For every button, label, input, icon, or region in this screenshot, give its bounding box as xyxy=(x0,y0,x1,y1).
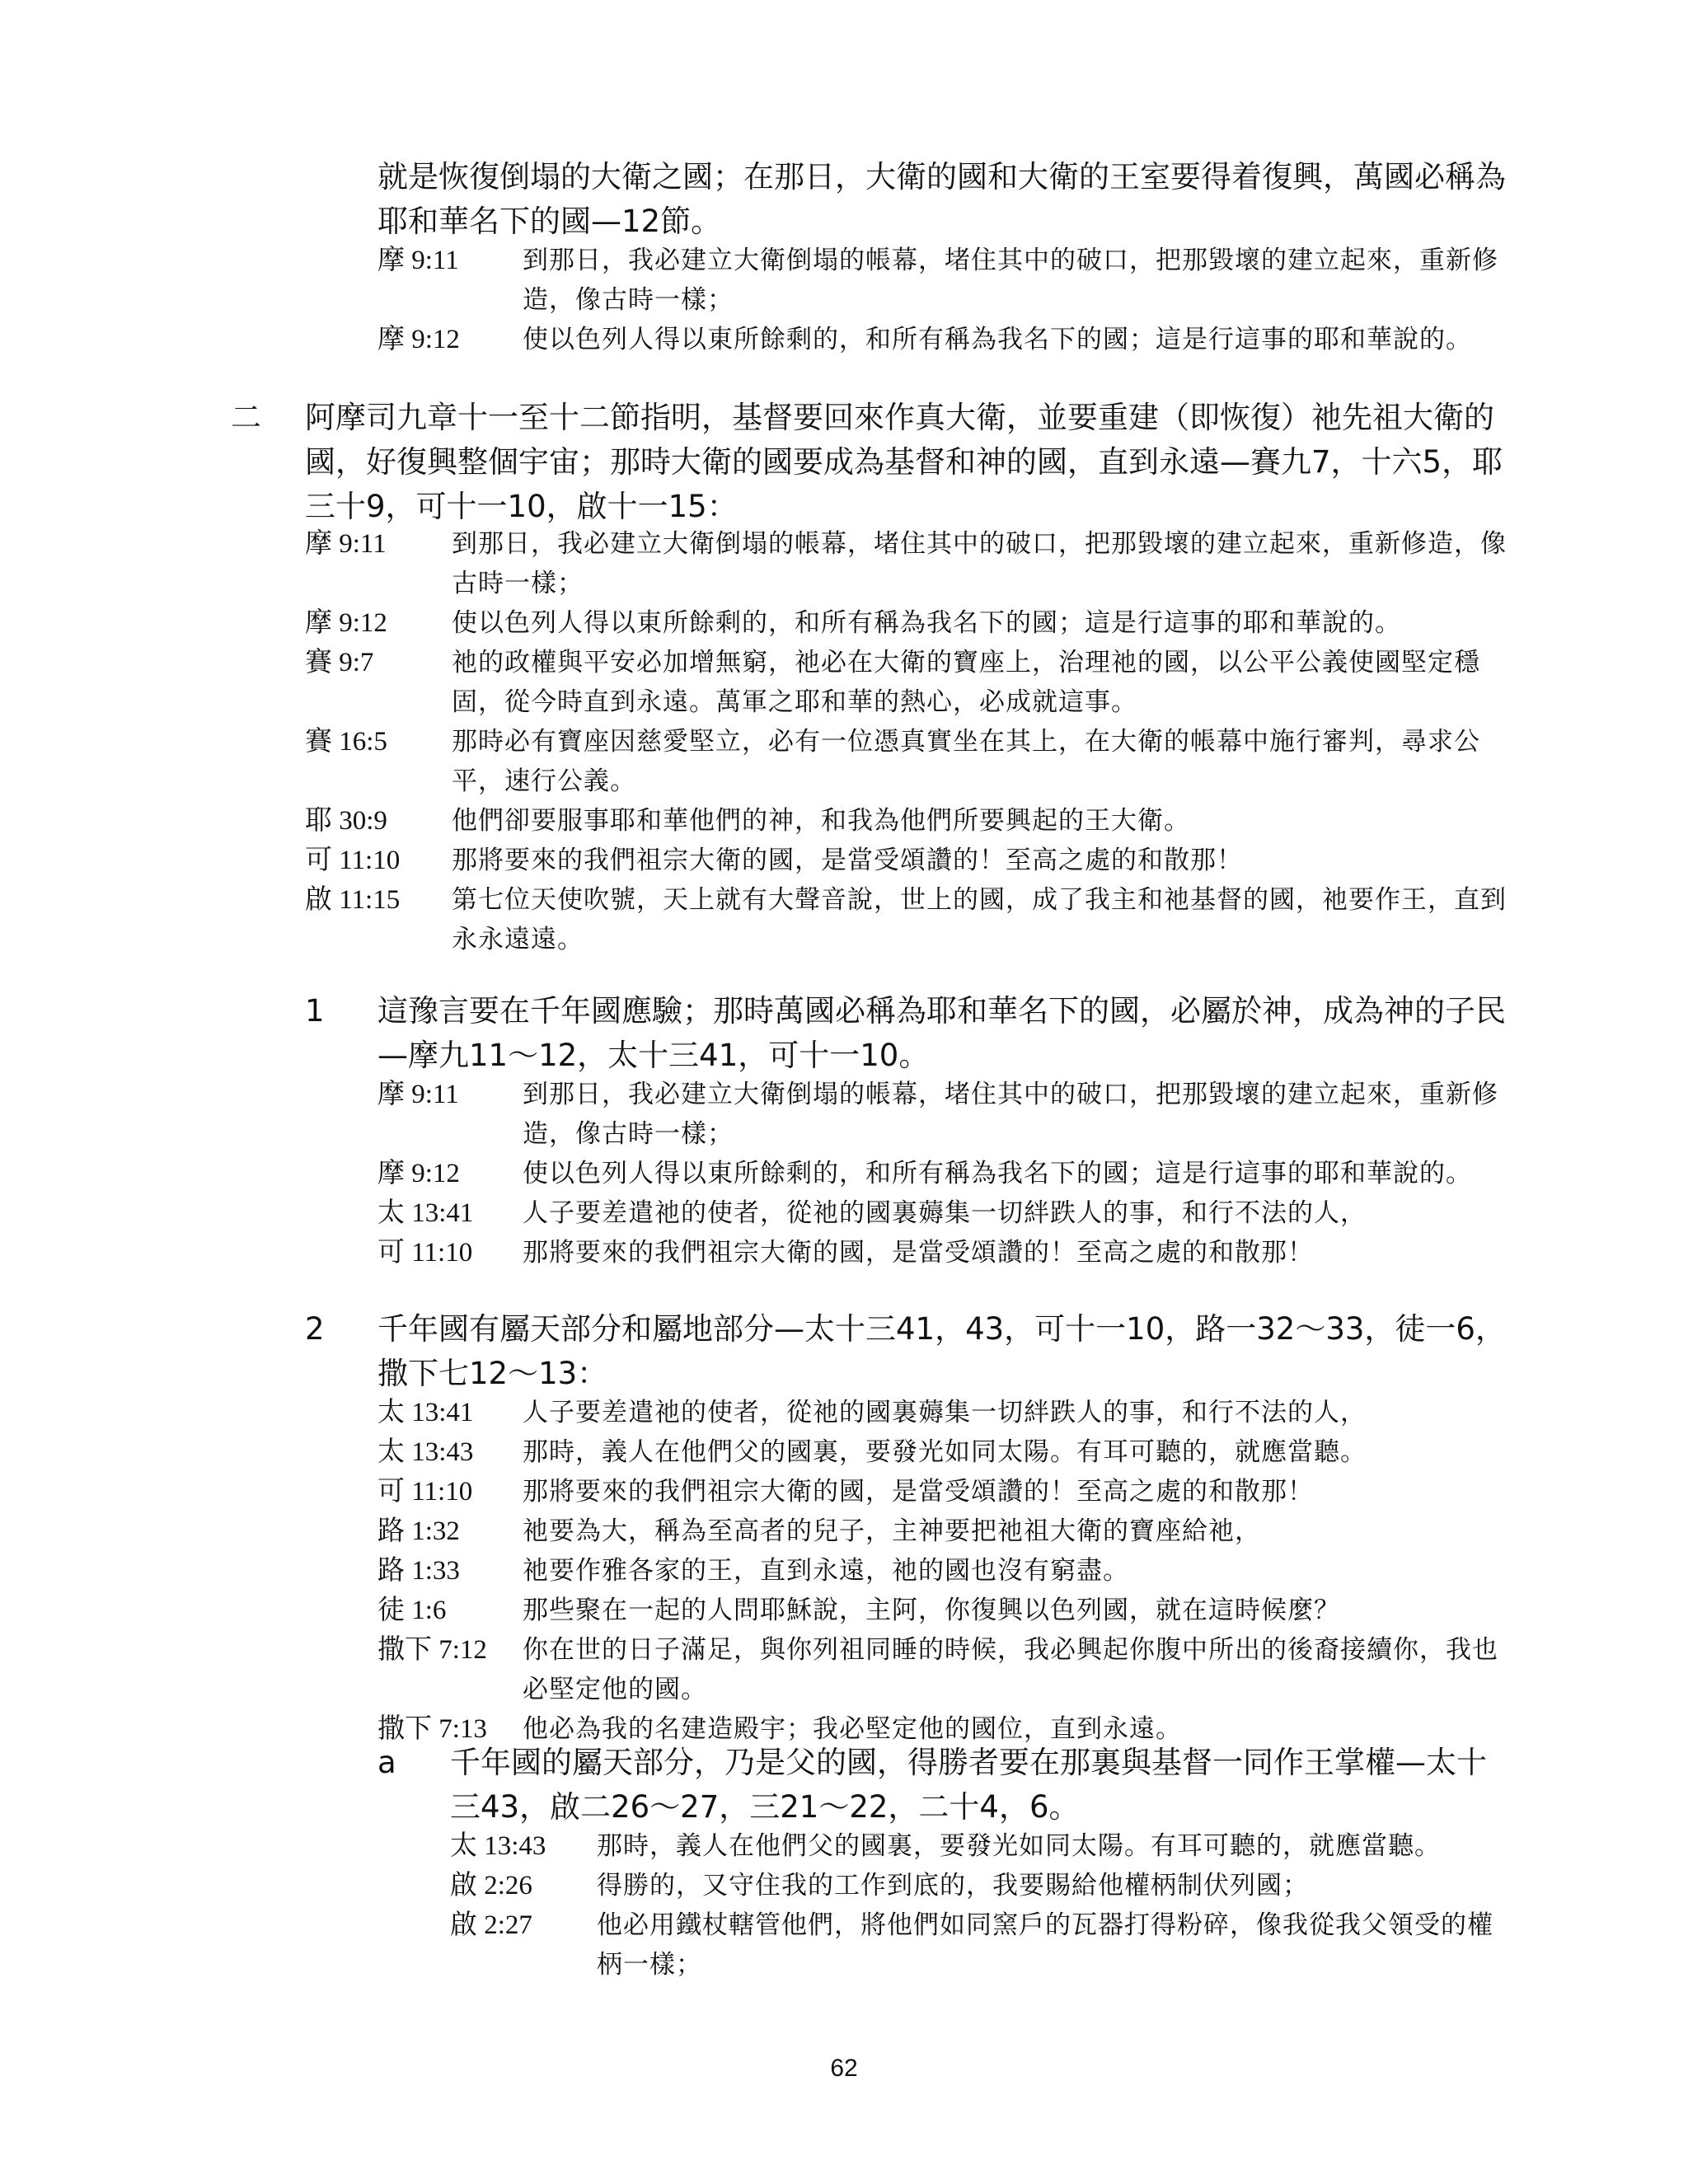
outline-marker: 2 xyxy=(305,1311,325,1347)
verse-item xyxy=(377,1472,1508,1511)
subA-verses xyxy=(450,1826,1508,1985)
verse-item xyxy=(377,1432,1508,1472)
verse-text: 那將要來的我們祖宗大衛的國，是當受頌讚的！至高之處的和散那！ xyxy=(523,1238,1314,1268)
outline-marker: a xyxy=(377,1745,396,1780)
verse-item xyxy=(377,1511,1508,1551)
verse-text: 到那日，我必建立大衛倒塌的帳幕，堵住其中的破口，把那毀壞的建立起來，重新修造，像古時一樣； xyxy=(452,529,1507,598)
verse-item xyxy=(305,603,1508,643)
verse-reference: 摩 9:11 xyxy=(305,529,387,559)
verse-reference: 摩 9:11 xyxy=(377,1080,459,1109)
verse-item xyxy=(305,643,1508,722)
verse-text: 第七位天使吹號，天上就有大聲音說，世上的國，成了我主和祂基督的國，祂要作王，直到永永遠遠。 xyxy=(452,885,1507,954)
verse-reference: 撒下 7:12 xyxy=(377,1635,487,1665)
verse-item xyxy=(305,841,1508,880)
verse-text: 那時，義人在他們父的國裏，要發光如同太陽。有耳可聽的，就應當聽。 xyxy=(597,1831,1441,1861)
verse-item xyxy=(305,722,1508,801)
verse-text: 你在世的日子滿足，與你列祖同睡的時候，我必興起你腹中所出的後裔接續你，我也必堅定他的國。 xyxy=(523,1635,1498,1704)
verse-text: 得勝的，又守住我的工作到底的，我要賜給他權柄制伏列國； xyxy=(597,1871,1309,1900)
verse-item xyxy=(377,1551,1508,1591)
verse-item xyxy=(377,1233,1508,1272)
verse-reference: 可 11:10 xyxy=(377,1238,473,1268)
verse-text: 那時，義人在他們父的國裏，要發光如同太陽。有耳可聽的，就應當聽。 xyxy=(523,1437,1367,1467)
verse-item xyxy=(377,1630,1508,1709)
verse-reference: 啟 2:27 xyxy=(450,1910,532,1940)
verse-item xyxy=(377,320,1508,359)
verse-item xyxy=(377,1154,1508,1193)
verse-item xyxy=(377,1393,1508,1432)
verse-reference: 啟 2:26 xyxy=(450,1871,532,1900)
verse-item xyxy=(305,801,1508,841)
verse-text: 那些聚在一起的人問耶穌說，主阿，你復興以色列國，就在這時候麼？ xyxy=(523,1596,1340,1625)
outline-point-text: 千年國的屬天部分，乃是父的國，得勝者要在那裏與基督一同作王掌權—太十三43，啟二26～27，三21～22，二十4，6。 xyxy=(450,1745,1487,1825)
verse-reference: 太 13:41 xyxy=(377,1398,474,1427)
verse-item xyxy=(305,524,1508,603)
verse-text: 他必用鐵杖轄管他們，將他們如同窯戶的瓦器打得粉碎，像我從我父領受的權柄一樣； xyxy=(597,1910,1493,1980)
verse-reference: 太 13:43 xyxy=(450,1831,546,1861)
verse-text: 使以色列人得以東所餘剩的，和所有稱為我名下的國；這是行這事的耶和華說的。 xyxy=(523,325,1472,354)
verse-reference: 徒 1:6 xyxy=(377,1596,447,1625)
verse-text: 他必為我的名建造殿宇；我必堅定他的國位，直到永遠。 xyxy=(523,1714,1182,1744)
outline-marker: 二 xyxy=(231,400,261,435)
verse-reference: 路 1:33 xyxy=(377,1556,460,1586)
verse-reference: 賽 9:7 xyxy=(305,648,374,677)
verse-reference: 賽 16:5 xyxy=(305,727,387,757)
verse-reference: 耶 30:9 xyxy=(305,806,387,836)
verse-reference: 摩 9:12 xyxy=(305,608,387,638)
verse-text: 那時必有寶座因慈愛堅立，必有一位憑真實坐在其上，在大衛的帳幕中施行審判，尋求公平，速行公義。 xyxy=(452,727,1480,796)
verse-item xyxy=(450,1866,1508,1905)
verse-item xyxy=(450,1826,1508,1866)
verse-text: 使以色列人得以東所餘剩的，和所有稱為我名下的國；這是行這事的耶和華說的。 xyxy=(523,1159,1472,1188)
verse-reference: 路 1:32 xyxy=(377,1516,460,1546)
outline-point-text: 千年國有屬天部分和屬地部分—太十三41，43，可十一10，路一32～33，徒一6，撒下七12～13： xyxy=(377,1311,1506,1391)
verse-reference: 啟 11:15 xyxy=(305,885,401,915)
verse-reference: 太 13:43 xyxy=(377,1437,474,1467)
outline-point-text: 阿摩司九章十一至十二節指明，基督要回來作真大衛，並要重建（即恢復）祂先祖大衛的國，好復興整個宇宙；那時大衛的國要成為基督和神的國，直到永遠—賽九7，十六5，耶三十9，可十一10，啟十一15： xyxy=(305,400,1503,524)
verse-text: 人子要差遣祂的使者，從祂的國裏薅集一切絆跌人的事，和行不法的人， xyxy=(523,1198,1367,1228)
verse-text: 到那日，我必建立大衛倒塌的帳幕，堵住其中的破口，把那毀壞的建立起來，重新修造，像古時一樣； xyxy=(523,246,1498,315)
verse-item xyxy=(377,1193,1508,1233)
verse-reference: 摩 9:12 xyxy=(377,325,460,354)
verse-item xyxy=(377,241,1508,320)
verse-reference: 撒下 7:13 xyxy=(377,1714,487,1744)
verse-item xyxy=(377,1591,1508,1630)
outline-point-text: 這豫言要在千年國應驗；那時萬國必稱為耶和華名下的國，必屬於神，成為神的子民—摩九11～12，太十三41，可十一10。 xyxy=(377,993,1506,1073)
verse-item xyxy=(305,880,1508,959)
verse-reference: 可 11:10 xyxy=(305,846,401,875)
verse-item xyxy=(450,1905,1508,1985)
verse-text: 人子要差遣祂的使者，從祂的國裏薅集一切絆跌人的事，和行不法的人， xyxy=(523,1398,1367,1427)
sub2-verses xyxy=(377,1393,1508,1749)
verse-text: 他們卻要服事耶和華他們的神，和我為他們所要興起的王大衛。 xyxy=(452,806,1190,836)
verse-reference: 摩 9:11 xyxy=(377,246,459,275)
verse-text: 那將要來的我們祖宗大衛的國，是當受頌讚的！至高之處的和散那！ xyxy=(523,1477,1314,1507)
intro-verses xyxy=(377,241,1508,359)
page-number: 62 xyxy=(830,2055,858,2082)
verse-text: 到那日，我必建立大衛倒塌的帳幕，堵住其中的破口，把那毀壞的建立起來，重新修造，像古時一樣； xyxy=(523,1080,1498,1149)
intro-text: 就是恢復倒塌的大衛之國；在那日，大衛的國和大衛的王室要得着復興，萬國必稱為耶和華名下的國—12節。 xyxy=(377,159,1506,239)
verse-text: 祂的政權與平安必加增無窮，祂必在大衛的寶座上，治理祂的國，以公平公義使國堅定穩固，從今時直到永遠。萬軍之耶和華的熱心，必成就這事。 xyxy=(452,648,1480,717)
intro-paragraph xyxy=(377,155,1508,244)
verse-reference: 摩 9:12 xyxy=(377,1159,460,1188)
verse-text: 祂要作雅各家的王，直到永遠，祂的國也沒有窮盡。 xyxy=(523,1556,1129,1586)
outline-marker: 1 xyxy=(305,993,325,1029)
sub1-verses xyxy=(377,1075,1508,1272)
verse-text: 使以色列人得以東所餘剩的，和所有稱為我名下的國；這是行這事的耶和華說的。 xyxy=(452,608,1401,638)
verse-item xyxy=(377,1075,1508,1154)
verse-text: 那將要來的我們祖宗大衛的國，是當受頌讚的！至高之處的和散那！ xyxy=(452,846,1243,875)
point2-verses xyxy=(305,524,1508,959)
verse-reference: 可 11:10 xyxy=(377,1477,473,1507)
verse-reference: 太 13:41 xyxy=(377,1198,474,1228)
verse-text: 祂要為大，稱為至高者的兒子，主神要把祂祖大衛的寶座給祂， xyxy=(523,1516,1261,1546)
